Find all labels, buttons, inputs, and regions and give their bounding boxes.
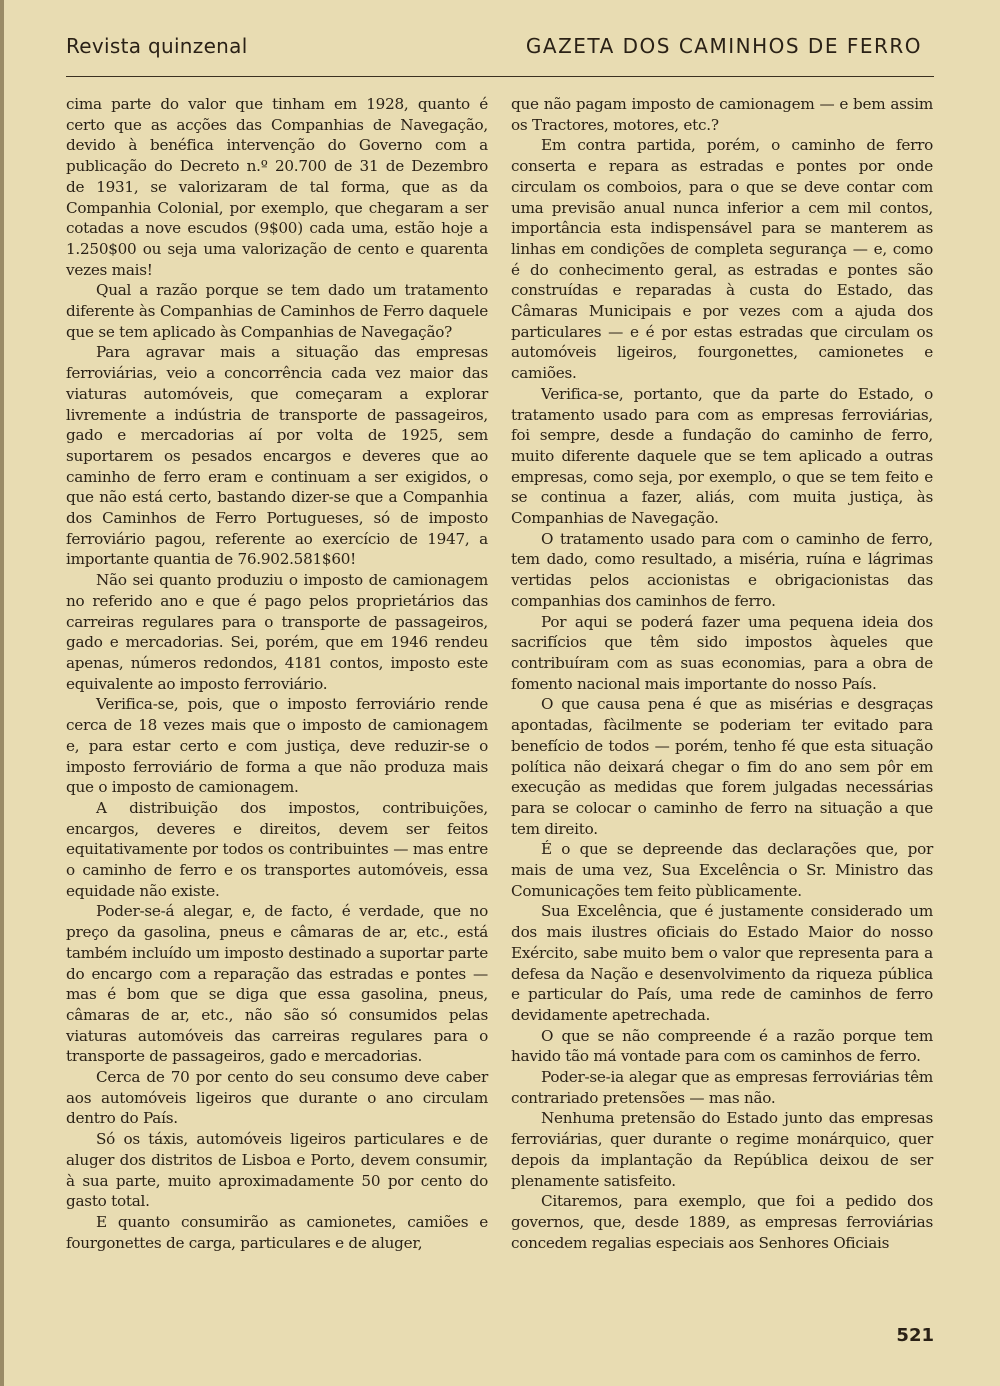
page-binding-edge (0, 0, 4, 1386)
right-text-column (511, 94, 933, 1253)
paragraph: Qual a razão porque se tem dado um tratamento diferente às Companhias de Caminhos de Ferro daquele que se tem aplicado às Companhias de Navegação? (66, 281, 488, 341)
paragraph: E quanto consumirão as camionetes, camiões e fourgonettes de carga, particulares e de aluger, (66, 1212, 488, 1252)
paragraph: Sua Excelência, que é justamente considerado um dos mais ilustres oficiais do Estado Maior do nosso Exército, sabe muito bem o valor que representa para a defesa da Nação e desenvolvimento da riqueza pública e particular do País, uma rede de caminhos de ferro devidamente apetrechada. (511, 902, 933, 1024)
paragraph: Verifica-se, portanto, que da parte do Estado, o tratamento usado para com as empresas ferroviárias, foi sempre, desde a fundação do caminho de ferro, muito diferente daquele que se tem aplicado a outras empresas, como seja, por exemplo, o que se tem feito e se continua a fazer, aliás, com muita justiça, às Companhias de Navegação. (511, 384, 933, 528)
paragraph: Verifica-se, pois, que o imposto ferroviário rende cerca de 18 vezes mais que o imposto de camionagem e, para estar certo e com justiça, deve reduzir-se o imposto ferroviário de forma a que não produza mais que o imposto de camionagem. (66, 695, 488, 797)
paragraph: Poder-se-á alegar, e, de facto, é verdade, que no preço da gasolina, pneus e câmaras de ar, etc., está também incluído um imposto destinado a suportar parte do encargo com a reparação das estradas e pontes — mas é bom que se diga que essa gasolina, pneus, câmaras de ar, etc., não são só consumidos pelas viaturas automóveis das carreiras regulares para o transporte de passageiros, gado e mercadorias. (66, 902, 488, 1066)
paragraph: É o que se depreende das declarações que, por mais de uma vez, Sua Excelência o Sr. Ministro das Comunicações tem feito pùblicamente. (511, 840, 933, 900)
paragraph: O que se não compreende é a razão porque tem havido tão má vontade para com os caminhos de ferro. (511, 1026, 933, 1066)
paragraph: O tratamento usado para com o caminho de ferro, tem dado, como resultado, a miséria, ruína e lágrimas vertidas pelos accionistas e obrigacionistas das companhias dos caminhos de ferro. (511, 529, 933, 610)
paragraph: Só os táxis, automóveis ligeiros particulares e de aluger dos distritos de Lisboa e Porto, devem consumir, à sua parte, muito aproximadamente 50 por cento do gasto total. (66, 1130, 488, 1211)
paragraph: Por aqui se poderá fazer uma pequena ideia dos sacrifícios que têm sido impostos àqueles que contribuíram com as suas economias, para a obra de fomento nacional mais importante do nosso País. (511, 612, 933, 693)
page-header (66, 34, 922, 64)
header-rule (66, 76, 934, 77)
header-periodicity: Revista quinzenal (66, 34, 248, 58)
paragraph: Para agravar mais a situação das empresas ferroviárias, veio a concorrência cada vez maior das viaturas automóveis, que começaram a explorar livremente a indústria de transporte de passageiros, gado e mercadorias aí por volta de 1925, sem suportarem os pesados encargos e deveres que ao caminho de ferro eram e continuam a ser exigidos, o que não está certo, bastando dizer-se que a Companhia dos Caminhos de Ferro Portugueses, só de imposto ferroviário pagou, referente ao exercício de 1947, a importante quantia de 76.902.581$60! (66, 343, 488, 569)
paragraph: Não sei quanto produziu o imposto de camionagem no referido ano e que é pago pelos proprietários das carreiras regulares para o transporte de passageiros, gado e mercadorias. Sei, porém, que em 1946 rendeu apenas, números redondos, 4181 contos, imposto este equivalente ao imposto ferroviário. (66, 571, 488, 693)
paragraph: Em contra partida, porém, o caminho de ferro conserta e repara as estradas e pontes por onde circulam os comboios, para o que se deve contar com uma previsão anual nunca inferior a cem mil contos, importância esta indispensável para se manterem as linhas em condições de completa segurança — e, como é do conhecimento geral, as estradas e pontes são construídas e reparadas à custa do Estado, das Câmaras Municipais e por vezes com a ajuda dos particulares — e é por estas estradas que circulam os automóveis ligeiros, fourgonettes, camionetes e camiões. (511, 136, 933, 383)
paragraph: Cerca de 70 por cento do seu consumo deve caber aos automóveis ligeiros que durante o ano circulam dentro do País. (66, 1068, 488, 1128)
paragraph: Nenhuma pretensão do Estado junto das empresas ferroviárias, quer durante o regime monárquico, quer depois da implantação da República deixou de ser plenamente satisfeito. (511, 1109, 933, 1190)
paragraph: Citaremos, para exemplo, que foi a pedido dos governos, que, desde 1889, as empresas ferroviárias concedem regalias especiais aos Senhores Oficiais (511, 1192, 933, 1252)
paragraph: que não pagam imposto de camionagem — e bem assim os Tractores, motores, etc.? (511, 95, 933, 134)
page-number: 521 (896, 1325, 934, 1346)
left-text-column (66, 94, 488, 1253)
header-publication-title: GAZETA DOS CAMINHOS DE FERRO (525, 34, 922, 58)
paragraph: cima parte do valor que tinham em 1928, quanto é certo que as acções das Companhias de Navegação, devido à benéfica intervenção do Governo com a publicação do Decreto n.º 20.700 de 31 de Dezembro de 1931, se valorizaram de tal forma, que as da Companhia Colonial, por exemplo, que chegaram a ser cotadas a nove escudos (9$00) cada uma, estão hoje a 1.250$00 ou seja uma valorização de cento e quarenta vezes mais! (66, 95, 488, 279)
paragraph: A distribuição dos impostos, contribuições, encargos, deveres e direitos, devem ser feitos equitativamente por todos os contribuintes — mas entre o caminho de ferro e os transportes automóveis, essa equidade não existe. (66, 798, 488, 900)
paragraph: O que causa pena é que as misérias e desgraças apontadas, fàcilmente se poderiam ter evitado para benefício de todos — porém, tenho fé que esta situação política não deixará chegar o fim do ano sem pôr em execução as medidas que forem julgadas necessárias para se colocar o caminho de ferro na situação a que tem direito. (511, 695, 933, 838)
paragraph: Poder-se-ia alegar que as empresas ferroviárias têm contrariado pretensões — mas não. (511, 1068, 933, 1107)
